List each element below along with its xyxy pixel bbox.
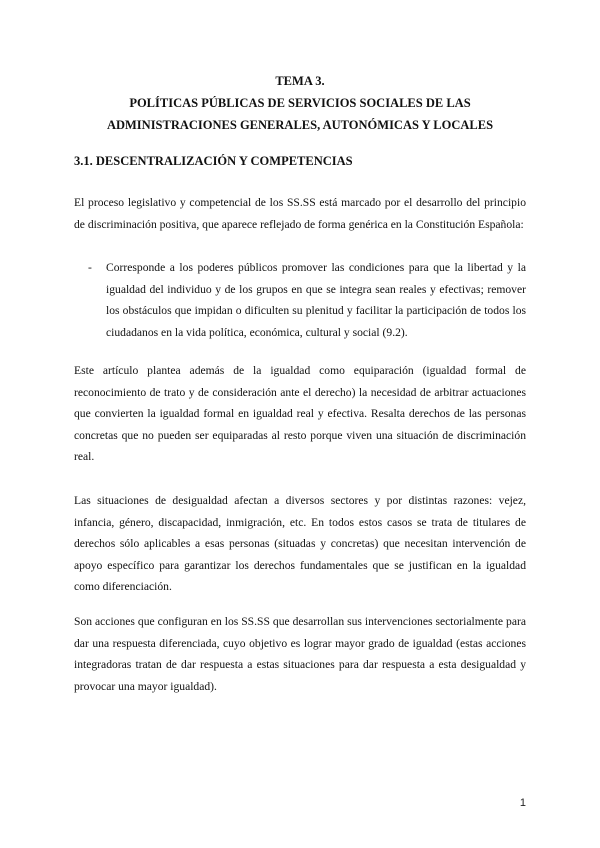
paragraph-4: Son acciones que configuran en los SS.SS que desarrollan sus intervenciones sectorialmente para dar una respuesta diferenciada, cuyo objetivo es lograr mayor grado de igualdad (estas acciones integradoras tratan de dar respuesta a estas situaciones para dar respuesta a esta desigualdad y provocar una mayor igualdad). xyxy=(74,615,526,693)
title-line-3: ADMINISTRACIONES GENERALES, AUTONÓMICAS Y LOCALES xyxy=(106,118,494,132)
title-line-2: POLÍTICAS PÚBLICAS DE SERVICIOS SOCIALES DE LAS xyxy=(129,96,471,110)
paragraph-2: Este artículo plantea además de la igualdad como equiparación (igualdad formal de reconocimiento de trato y de consideración ante el derecho) la necesidad de arbitrar actuaciones que convierten la igualdad formal en igualdad real y efectiva. Resalta derechos de las personas concretas que no pueden ser equiparadas al resto porque viven una situación de discriminación real. xyxy=(74,364,526,464)
bullet-list xyxy=(88,257,526,343)
paragraph-3: Las situaciones de desigualdad afectan a diversos sectores y por distintas razones: vejez, infancia, género, discapacidad, inmigración, etc. En todos estos casos se trata de titulares de derechos sólo aplicables a esas personas (situadas y concretas) que necesitan intervención de apoyo específico para garantizar los derechos fundamentales que se justifican en la igualdad como diferenciación. xyxy=(74,494,526,594)
paragraph-1: El proceso legislativo y competencial de los SS.SS está marcado por el desarrollo del principio de discriminación positiva, que aparece reflejado de forma genérica en la Constitución Española: xyxy=(74,196,526,231)
section-heading: 3.1. DESCENTRALIZACIÓN Y COMPETENCIAS xyxy=(74,154,353,168)
title-line-1: TEMA 3. xyxy=(275,74,325,88)
bullet-text: Corresponde a los poderes públicos promover las condiciones para que la libertad y la igualdad del individuo y de los grupos en que se integra sean reales y efectivas; remover los obstáculos que impidan o dificulten su plenitud y facilitar la participación de todos los ciudadanos en la vida política, económica, cultural y social (9.2). xyxy=(106,261,526,339)
bullet-marker: - xyxy=(88,261,92,274)
document-title xyxy=(74,70,526,136)
page-number: 1 xyxy=(519,797,526,809)
list-item xyxy=(88,257,526,343)
